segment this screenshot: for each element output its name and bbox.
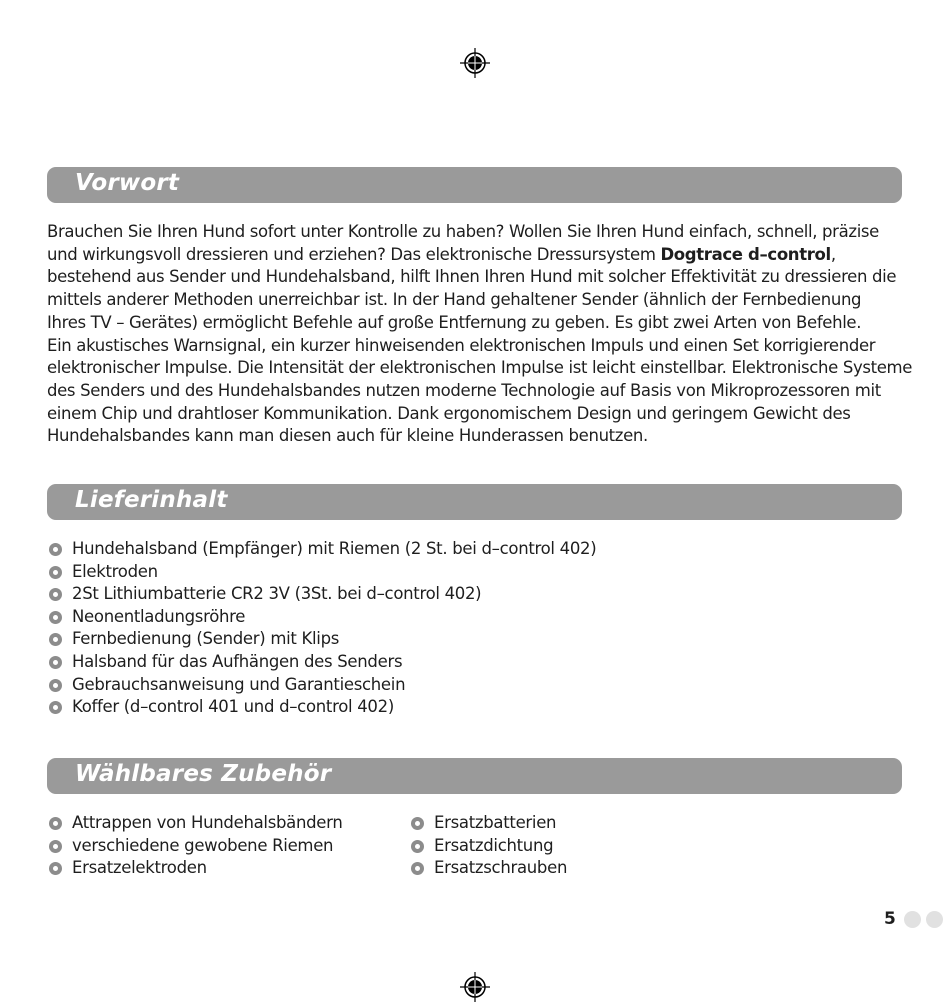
vorwort-line: einem Chip und drahtloser Kommunikation. Dank ergonomischem Design und geringem Gewicht des	[47, 403, 851, 423]
list-item-text: Halsband für das Aufhängen des Senders	[72, 651, 403, 671]
ring-bullet-icon	[49, 611, 62, 624]
section-title-vorwort: Vorwort	[75, 170, 180, 196]
ring-bullet-icon	[49, 679, 62, 692]
zubehoer-list-left	[47, 812, 343, 880]
list-item	[47, 857, 343, 880]
vorwort-line-start: und wirkungsvoll dressieren und erziehen? Das elektronische Dressursystem	[47, 244, 661, 264]
list-item-text: Elektroden	[72, 561, 158, 581]
list-item-text: Gebrauchsanweisung und Garantieschein	[72, 674, 406, 694]
list-item-text: Ersatzbatterien	[434, 813, 557, 832]
list-item	[47, 628, 596, 651]
ring-bullet-icon	[411, 862, 424, 875]
vorwort-line: Ihres TV – Gerätes) ermöglicht Befehle auf große Entfernung zu geben. Es gibt zwei Arten von Befehle.	[47, 312, 862, 332]
list-item-text: Attrappen von Hundehalsbändern	[72, 813, 343, 832]
page-dot-decoration	[926, 911, 943, 928]
ring-bullet-icon	[49, 701, 62, 714]
vorwort-line: Hundehalsbandes kann man diesen auch für kleine Hunderassen benutzen.	[47, 426, 648, 446]
ring-bullet-icon	[411, 817, 424, 830]
vorwort-line: bestehend aus Sender und Hundehalsband, hilft Ihnen Ihren Hund mit solcher Effektivität zu dressieren die	[47, 267, 897, 287]
list-item-text: Ersatzdichtung	[434, 835, 554, 855]
list-item-text: Fernbedienung (Sender) mit Klips	[72, 629, 340, 649]
list-item-text: Neonentladungsröhre	[72, 606, 246, 626]
list-item	[47, 561, 596, 584]
registration-mark-top-icon	[460, 48, 490, 78]
list-item	[47, 696, 596, 719]
ring-bullet-icon	[49, 817, 62, 830]
list-item	[47, 538, 596, 561]
vorwort-line: des Senders und des Hundehalsbandes nutzen moderne Technologie auf Basis von Mikroprozessoren mit	[47, 380, 881, 400]
list-item-text: Koffer (d–control 401 und d–control 402)	[72, 697, 394, 717]
list-item-text: 2St Lithiumbatterie CR2 3V (3St. bei d–control 402)	[72, 584, 482, 604]
ring-bullet-icon	[49, 543, 62, 556]
list-item	[409, 835, 567, 858]
vorwort-line: elektronischer Impulse. Die Intensität der elektronischen Impulse ist leicht einstellbar. Elektronische Systeme	[47, 358, 913, 378]
vorwort-line	[47, 244, 917, 267]
list-item	[47, 606, 596, 629]
section-header-lieferinhalt	[47, 484, 902, 520]
list-item	[47, 583, 596, 606]
section-title-zubehoer: Wählbares Zubehör	[75, 761, 332, 787]
vorwort-line: Ein akustisches Warnsignal, ein kurzer hinweisenden elektronischen Impuls und einen Set korrigierender	[47, 335, 876, 355]
vorwort-line: mittels anderer Methoden unerreichbar ist. In der Hand gehaltener Sender (ähnlich der Fernbedienung	[47, 290, 862, 310]
list-item	[409, 812, 567, 835]
list-item	[47, 812, 343, 835]
product-name: Dogtrace d–control	[660, 244, 831, 264]
ring-bullet-icon	[49, 840, 62, 853]
list-item-text: verschiedene gewobene Riemen	[72, 835, 334, 855]
list-item-text: Hundehalsband (Empfänger) mit Riemen (2 St. bei d–control 402)	[72, 539, 597, 558]
list-item-text: Ersatzelektroden	[72, 858, 207, 878]
list-item	[47, 835, 343, 858]
page-number: 5	[884, 909, 896, 929]
ring-bullet-icon	[49, 862, 62, 875]
list-item-text: Ersatzschrauben	[434, 858, 568, 878]
ring-bullet-icon	[49, 588, 62, 601]
page-dot-decoration	[904, 911, 921, 928]
ring-bullet-icon	[49, 656, 62, 669]
list-item	[47, 651, 596, 674]
ring-bullet-icon	[49, 566, 62, 579]
registration-mark-bottom-icon	[460, 972, 490, 1002]
section-header-vorwort	[47, 167, 902, 203]
zubehoer-list-right	[409, 812, 567, 880]
ring-bullet-icon	[49, 633, 62, 646]
list-item	[47, 674, 596, 697]
vorwort-paragraph	[47, 221, 917, 448]
section-header-zubehoer	[47, 758, 902, 794]
product-name-suffix: ,	[830, 244, 836, 264]
section-title-lieferinhalt: Lieferinhalt	[75, 487, 228, 513]
vorwort-line: Brauchen Sie Ihren Hund sofort unter Kontrolle zu haben? Wollen Sie Ihren Hund einfach, schnell, präzise	[47, 222, 879, 241]
lieferinhalt-list	[47, 538, 596, 719]
list-item	[409, 857, 567, 880]
ring-bullet-icon	[411, 840, 424, 853]
